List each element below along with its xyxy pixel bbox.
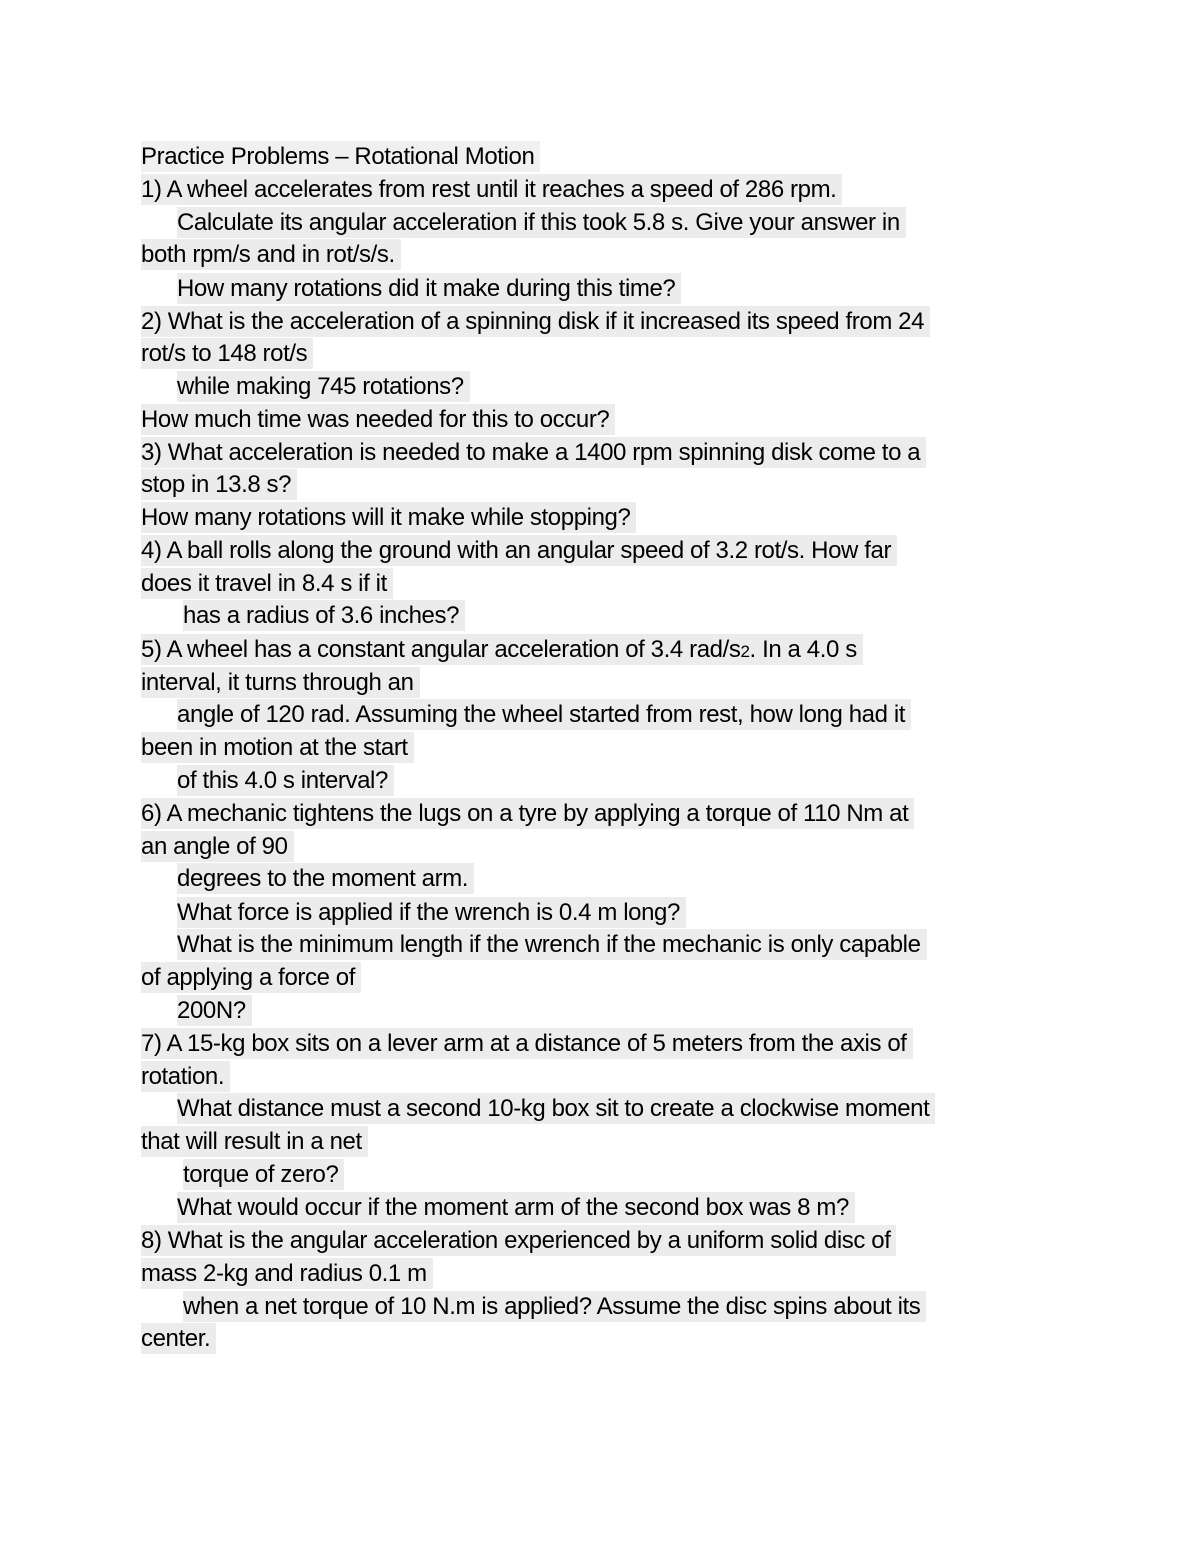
text-line: torque of zero? xyxy=(183,1159,344,1190)
text-line: rot/s to 148 rot/s xyxy=(141,338,313,369)
text-line: What distance must a second 10-kg box sit to create a clockwise moment xyxy=(177,1093,935,1124)
text-line: What would occur if the moment arm of the second box was 8 m? xyxy=(177,1192,855,1223)
text-line: degrees to the moment arm. xyxy=(177,863,474,894)
text-line: rotation. xyxy=(141,1061,230,1092)
text-line: does it travel in 8.4 s if it xyxy=(141,568,393,599)
text-line: 7) A 15-kg box sits on a lever arm at a distance of 5 meters from the axis of xyxy=(141,1028,913,1059)
text-line: center. xyxy=(141,1323,216,1354)
text-line: of applying a force of xyxy=(141,962,361,993)
text-line: while making 745 rotations? xyxy=(177,371,470,402)
text-line: of this 4.0 s interval? xyxy=(177,765,394,796)
text-line: 8) What is the angular acceleration experienced by a uniform solid disc of xyxy=(141,1225,896,1256)
text-line xyxy=(141,634,863,665)
text-line: How much time was needed for this to occur? xyxy=(141,404,615,435)
text-line: 4) A ball rolls along the ground with an angular speed of 3.2 rot/s. How far xyxy=(141,535,897,566)
text-line: been in motion at the start xyxy=(141,732,414,763)
text-line: when a net torque of 10 N.m is applied? Assume the disc spins about its xyxy=(183,1291,926,1322)
text-segment: . In a 4.0 s xyxy=(749,636,857,663)
text-line: an angle of 90 xyxy=(141,831,294,862)
document-title: Practice Problems – Rotational Motion xyxy=(141,141,540,172)
exponent: 2 xyxy=(740,642,750,661)
text-line: 1) A wheel accelerates from rest until it reaches a speed of 286 rpm. xyxy=(141,174,842,205)
text-segment: 5) A wheel has a constant angular acceleration of 3.4 rad/s xyxy=(141,636,741,663)
text-line: 200N? xyxy=(177,995,252,1026)
text-line: What force is applied if the wrench is 0.4 m long? xyxy=(177,897,686,928)
text-line: both rpm/s and in rot/s/s. xyxy=(141,239,401,270)
text-line: What is the minimum length if the wrench if the mechanic is only capable xyxy=(177,929,927,960)
text-line: mass 2-kg and radius 0.1 m xyxy=(141,1258,433,1289)
text-line: 2) What is the acceleration of a spinning disk if it increased its speed from 24 xyxy=(141,306,930,337)
text-line: Calculate its angular acceleration if this took 5.8 s. Give your answer in xyxy=(177,207,906,238)
text-line: 6) A mechanic tightens the lugs on a tyre by applying a torque of 110 Nm at xyxy=(141,798,914,829)
text-line: How many rotations did it make during this time? xyxy=(177,273,681,304)
text-line: angle of 120 rad. Assuming the wheel started from rest, how long had it xyxy=(177,699,911,730)
text-line: that will result in a net xyxy=(141,1126,368,1157)
text-line: 3) What acceleration is needed to make a 1400 rpm spinning disk come to a xyxy=(141,437,926,468)
text-line: has a radius of 3.6 inches? xyxy=(183,600,465,631)
text-line: How many rotations will it make while stopping? xyxy=(141,502,636,533)
text-line: interval, it turns through an xyxy=(141,667,420,698)
text-line: stop in 13.8 s? xyxy=(141,469,297,500)
